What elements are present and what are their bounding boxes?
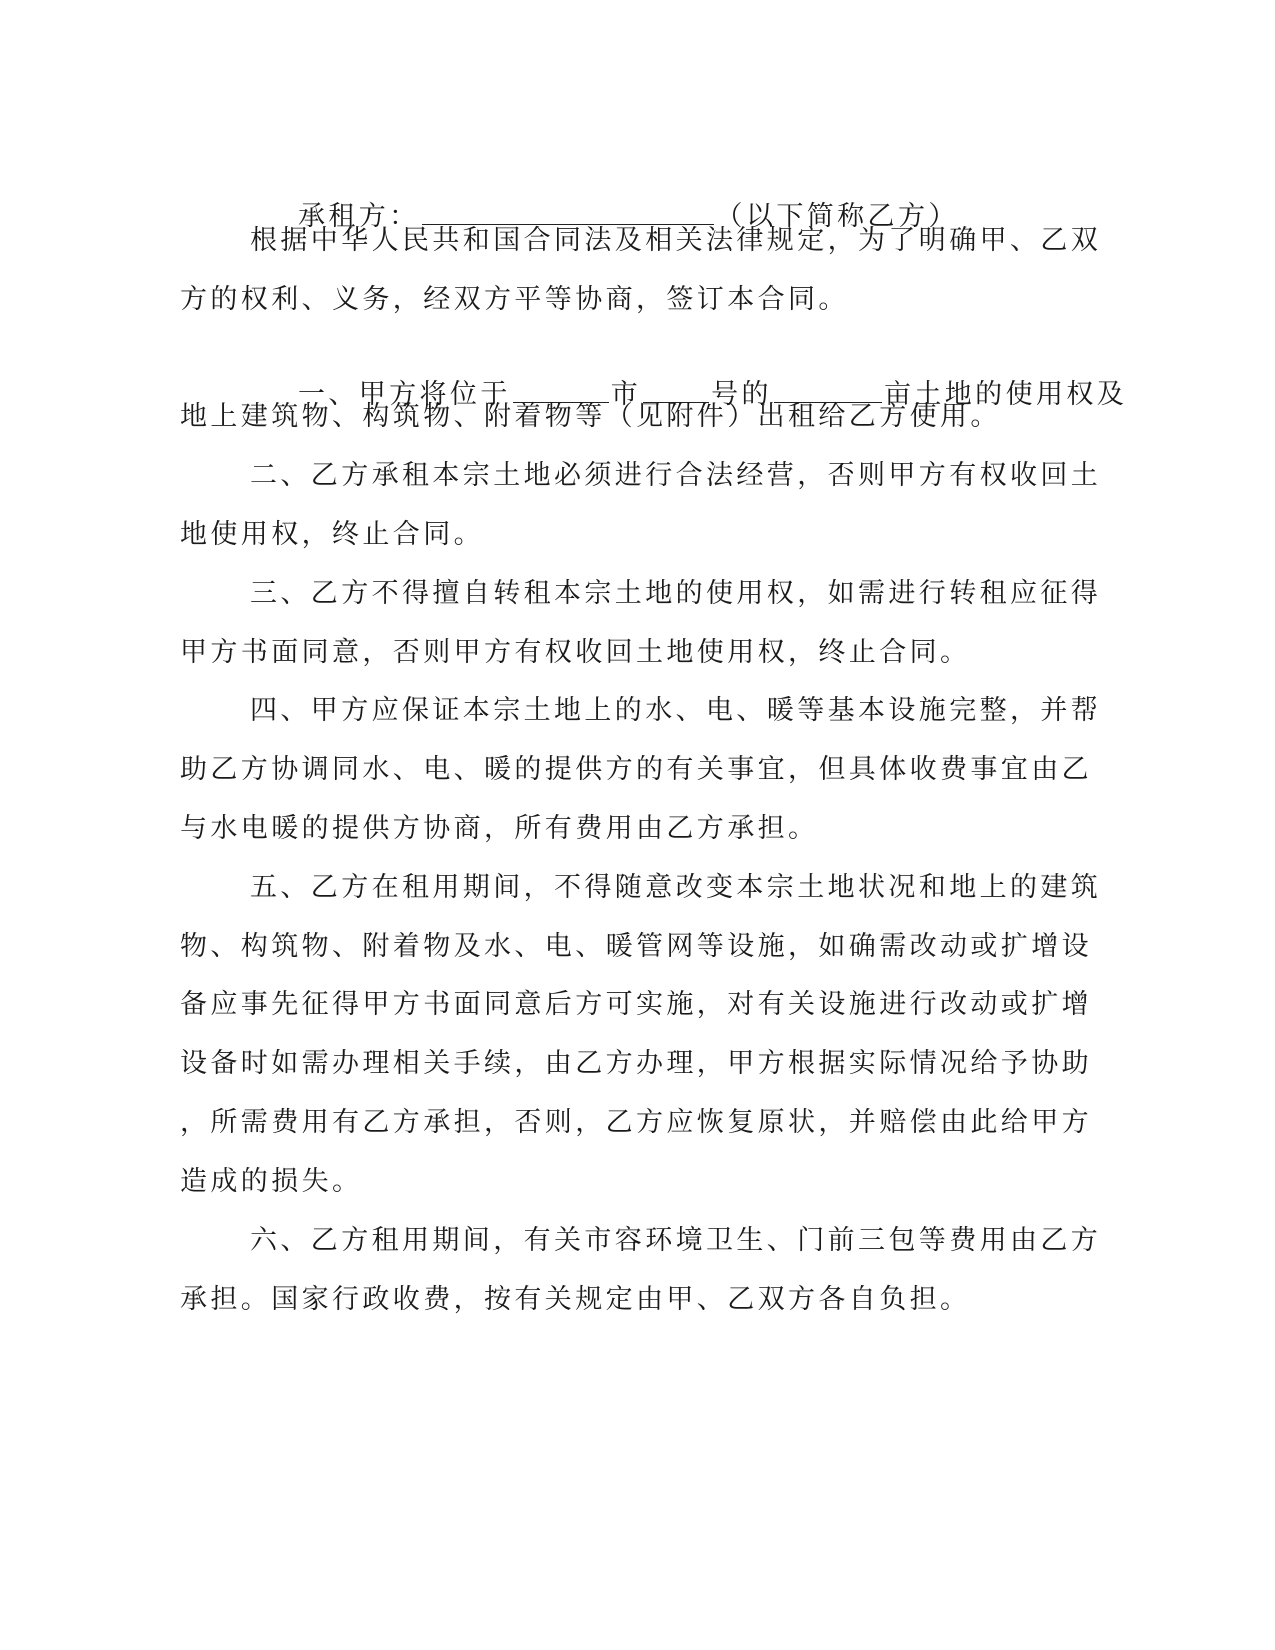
paragraph-line: 与水电暖的提供方协商，所有费用由乙方承担。 — [180, 813, 819, 844]
paragraph-line: 方的权利、义务，经双方平等协商，签订本合同。 — [180, 284, 849, 315]
paragraph-line: 造成的损失。 — [180, 1166, 363, 1197]
area-blank — [774, 376, 882, 403]
lessee-blank — [422, 198, 714, 225]
paragraph-line: 根据中华人民共和国合同法及相关法律规定，为了明确甲、乙双 — [250, 225, 1102, 256]
paragraph-line: 二、乙方承租本宗土地必须进行合法经营，否则甲方有权收回土 — [250, 460, 1102, 491]
paragraph-line: 备应事先征得甲方书面同意后方可实施，对有关设施进行改动或扩增 — [180, 989, 1092, 1020]
paragraph-line: 甲方书面同意，否则甲方有权收回土地使用权，终止合同。 — [180, 637, 971, 668]
lessee-label: 承租方： — [297, 201, 420, 232]
clause-one-text-d: 亩土地的使用权及 — [883, 379, 1128, 410]
paragraph-line: 三、乙方不得擅自转租本宗土地的使用权，如需进行转租应征得 — [250, 578, 1102, 609]
number-blank — [643, 376, 709, 403]
clause-one-text-a: 一、甲方将位于 — [297, 379, 511, 410]
lessee-note: （以下简称乙方） — [715, 201, 959, 232]
paragraph-line: 助乙方协调同水、电、暖的提供方的有关事宜，但具体收费事宜由乙 — [180, 754, 1092, 785]
paragraph-line: ，所需费用有乙方承担，否则，乙方应恢复原状，并赔偿由此给甲方 — [180, 1107, 1092, 1138]
clause-one-text-c: 号的 — [711, 379, 772, 410]
paragraph-line: 地使用权，终止合同。 — [180, 519, 484, 550]
paragraph-line: 地上建筑物、构筑物、附着物等（见附件）出租给乙方使用。 — [180, 401, 1001, 432]
paragraph-line: 物、构筑物、附着物及水、电、暖管网等设施，如确需改动或扩增设 — [180, 931, 1092, 962]
clause-one-text-b: 市 — [610, 379, 642, 410]
paragraph-line: 设备时如需办理相关手续，由乙方办理，甲方根据实际情况给予协助 — [180, 1048, 1092, 1079]
paragraph-line: 五、乙方在租用期间，不得随意改变本宗土地状况和地上的建筑 — [250, 872, 1102, 903]
paragraph-line: 四、甲方应保证本宗土地上的水、电、暖等基本设施完整，并帮 — [250, 695, 1102, 726]
paragraph-line: 承担。国家行政收费，按有关规定由甲、乙双方各自负担。 — [180, 1284, 971, 1315]
paragraph-line: 六、乙方租用期间，有关市容环境卫生、门前三包等费用由乙方 — [250, 1225, 1102, 1256]
city-blank — [513, 376, 609, 403]
